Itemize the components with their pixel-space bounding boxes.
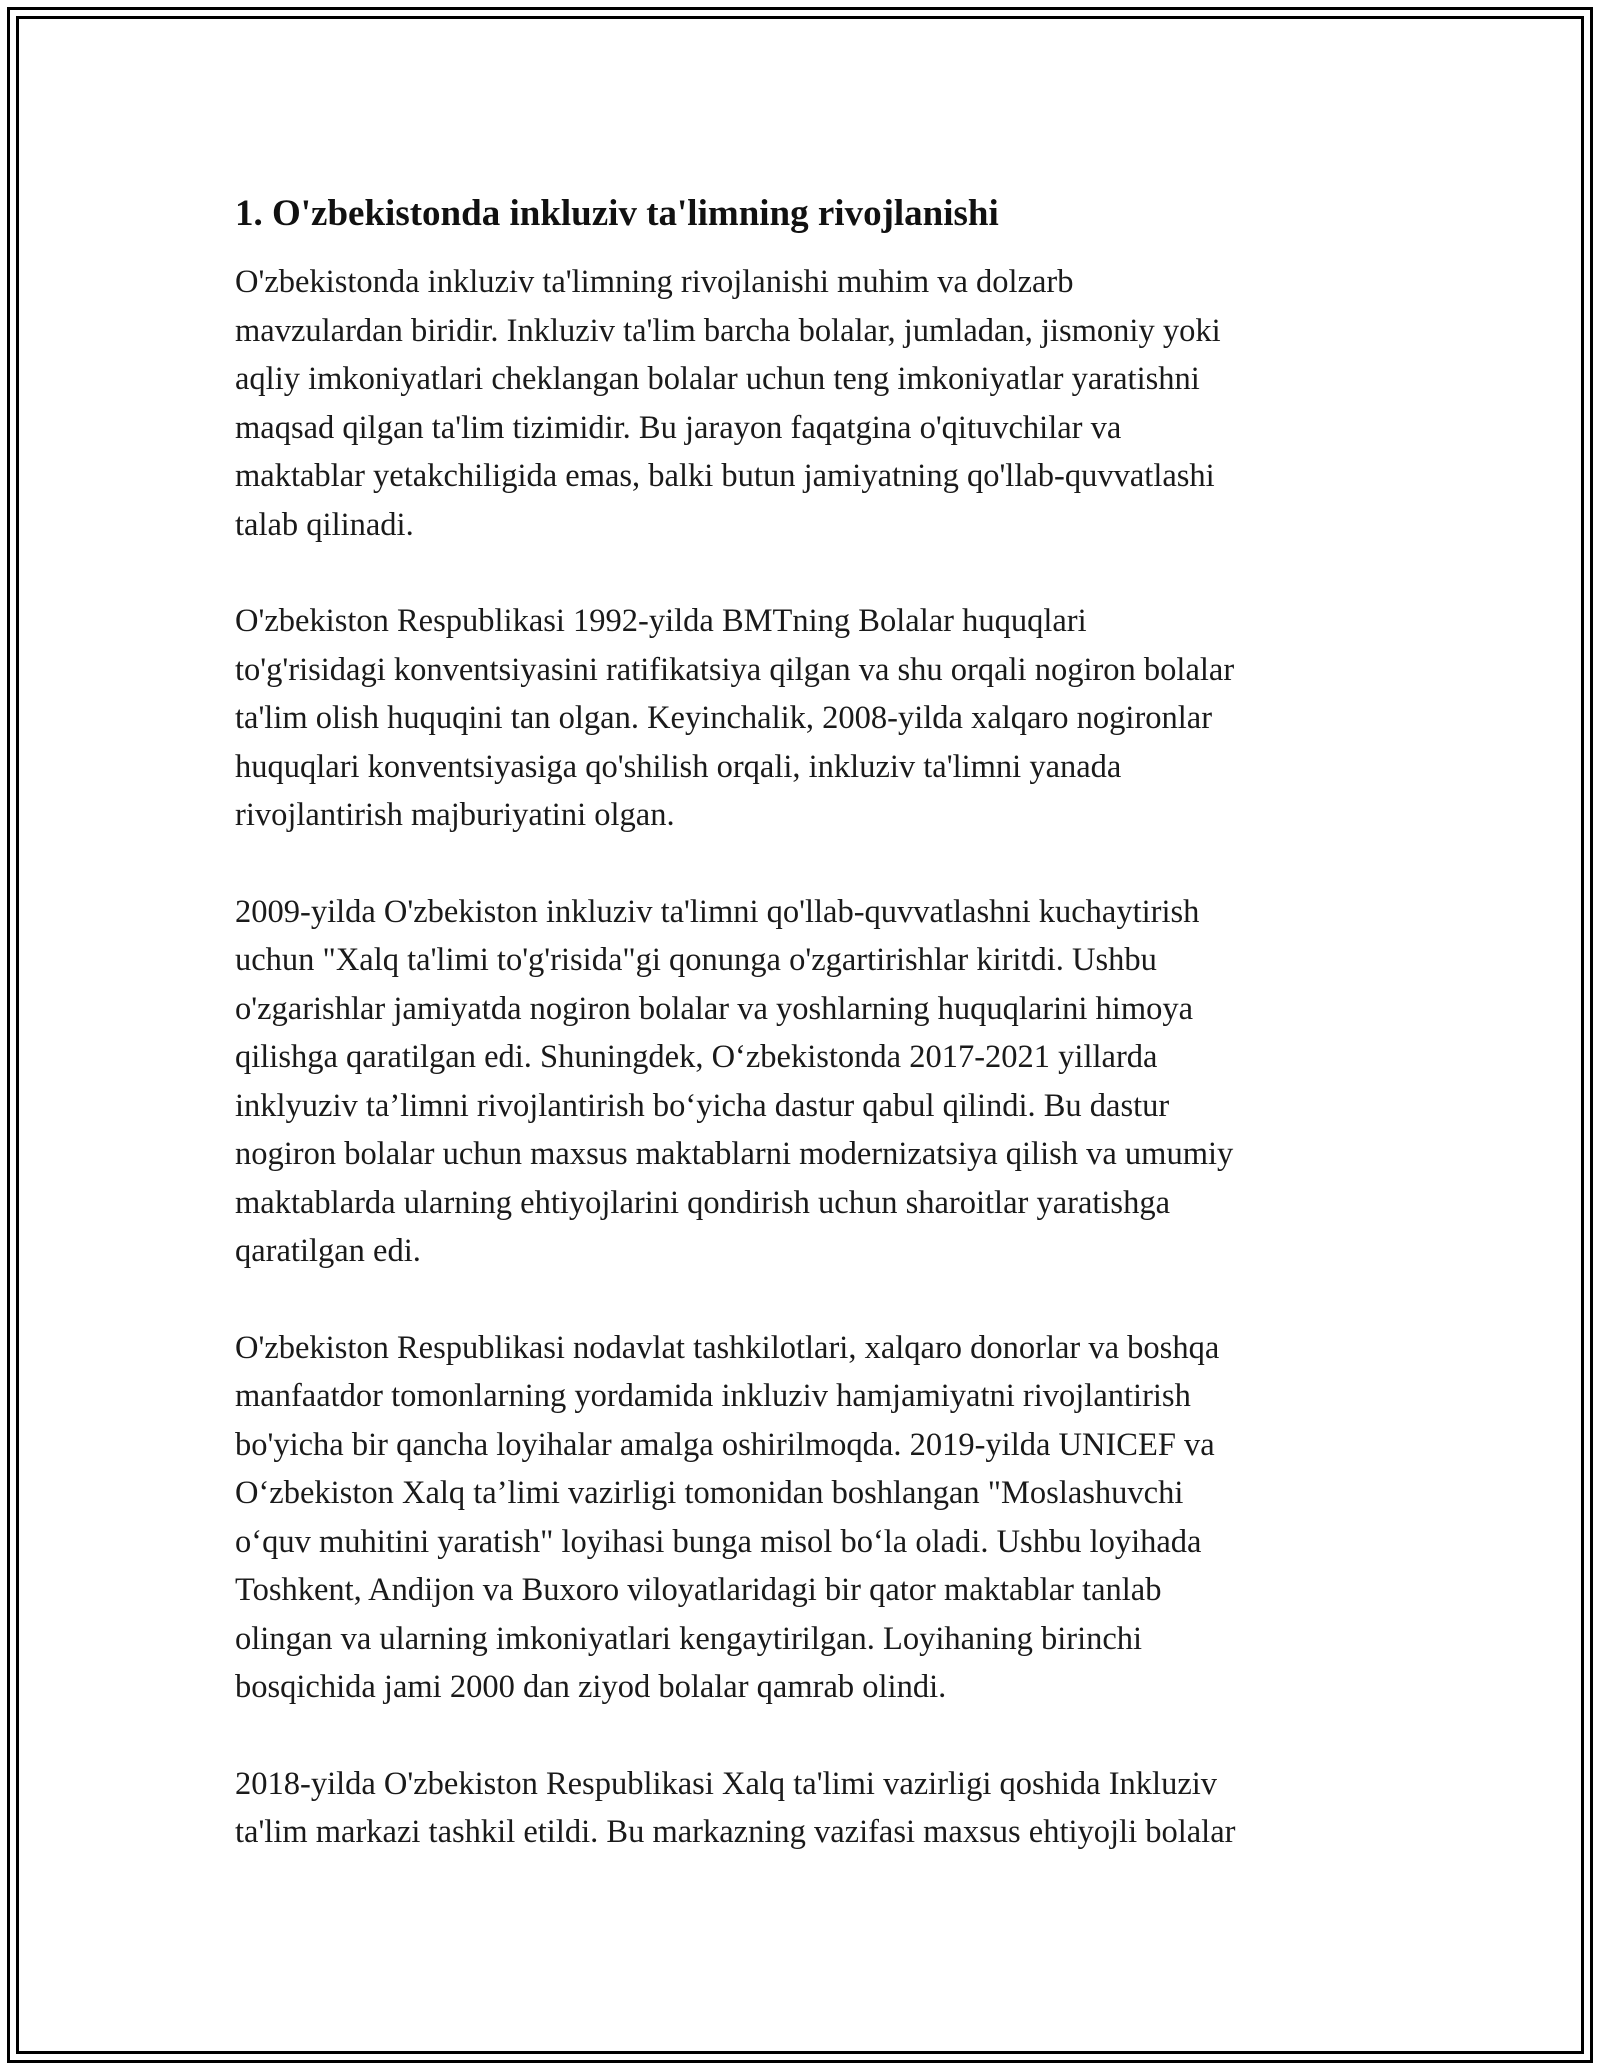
paragraph-5 <box>235 1760 1370 1857</box>
paragraph-line: nogiron bolalar uchun maxsus maktablarni modernizatsiya qilish va umumiy <box>235 1136 1234 1172</box>
paragraph-line: qilishga qaratilgan edi. Shuningdek, O‘zbekistonda 2017-2021 yillarda <box>235 1039 1158 1075</box>
paragraph-line: uchun "Xalq ta'limi to'g'risida"gi qonunga o'zgartirishlar kiritdi. Ushbu <box>235 942 1157 978</box>
paragraph-line: talab qilinadi. <box>235 506 414 543</box>
paragraph-line: bo'yicha bir qancha loyihalar amalga oshirilmoqda. 2019-yilda UNICEF va <box>235 1426 1215 1463</box>
paragraph-line: ta'lim markazi tashkil etildi. Bu markazning vazifasi maxsus ehtiyojli bolalar <box>235 1814 1236 1850</box>
section-heading: 1. O'zbekistonda inkluziv ta'limning rivojlanishi <box>235 193 999 234</box>
paragraph-4 <box>235 1324 1370 1712</box>
paragraph-line: to'g'risidagi konventsiyasini ratifikatsiya qilgan va shu orqali nogiron bolalar <box>235 651 1235 688</box>
paragraph-line: mavzulardan biridir. Inkluziv ta'lim barcha bolalar, jumladan, jismoniy yoki <box>235 312 1221 349</box>
paragraph-3 <box>235 888 1370 1276</box>
paragraph-line: Toshkent, Andijon va Buxoro viloyatlaridagi bir qator maktablar tanlab <box>235 1572 1162 1608</box>
document-body <box>235 188 1370 1905</box>
paragraph-line: aqliy imkoniyatlari cheklangan bolalar uchun teng imkoniyatlar yaratishni <box>235 361 1200 397</box>
paragraph-line: O'zbekiston Respublikasi 1992-yilda BMTning Bolalar huquqlari <box>235 603 1087 639</box>
paragraph-line: 2009-yilda O'zbekiston inkluziv ta'limni qo'llab-quvvatlashni kuchaytirish <box>235 893 1200 930</box>
paragraph-line: bosqichida jami 2000 dan ziyod bolalar qamrab olindi. <box>235 1669 947 1705</box>
paragraph-line: o‘quv muhitini yaratish" loyihasi bunga misol bo‘la oladi. Ushbu loyihada <box>235 1523 1202 1560</box>
paragraph-line: manfaatdor tomonlarning yordamida inkluziv hamjamiyatni rivojlantirish <box>235 1378 1191 1414</box>
paragraph-line: maqsad qilgan ta'lim tizimidir. Bu jarayon faqatgina o'qituvchilar va <box>235 409 1122 446</box>
paragraph-1 <box>235 258 1370 549</box>
paragraph-line: olingan va ularning imkoniyatlari kengaytirilgan. Loyihaning birinchi <box>235 1620 1143 1657</box>
paragraph-2 <box>235 597 1370 840</box>
paragraph-line: maktablar yetakchiligida emas, balki butun jamiyatning qo'llab-quvvatlashi <box>235 458 1215 494</box>
paragraph-line: qaratilgan edi. <box>235 1233 421 1269</box>
paragraph-line: inklyuziv ta’limni rivojlantirish bo‘yicha dastur qabul qilindi. Bu dastur <box>235 1087 1170 1124</box>
paragraph-line: rivojlantirish majburiyatini olgan. <box>235 797 675 833</box>
paragraph-line: O'zbekiston Respublikasi nodavlat tashkilotlari, xalqaro donorlar va boshqa <box>235 1329 1220 1366</box>
paragraph-line: maktablarda ularning ehtiyojlarini qondirish uchun sharoitlar yaratishga <box>235 1184 1171 1221</box>
paragraph-line: o'zgarishlar jamiyatda nogiron bolalar va yoshlarning huquqlarini himoya <box>235 990 1194 1027</box>
paragraph-line: 2018-yilda O'zbekiston Respublikasi Xalq ta'limi vazirligi qoshida Inkluziv <box>235 1765 1218 1802</box>
paragraph-line: O‘zbekiston Xalq ta’limi vazirligi tomonidan boshlangan "Moslashuvchi <box>235 1475 1184 1511</box>
paragraph-line: O'zbekistonda inkluziv ta'limning rivojlanishi muhim va dolzarb <box>235 264 1074 300</box>
paragraph-line: huquqlari konventsiyasiga qo'shilish orqali, inkluziv ta'limni yanada <box>235 748 1122 785</box>
paragraph-line: ta'lim olish huquqini tan olgan. Keyinchalik, 2008-yilda xalqaro nogironlar <box>235 700 1213 736</box>
